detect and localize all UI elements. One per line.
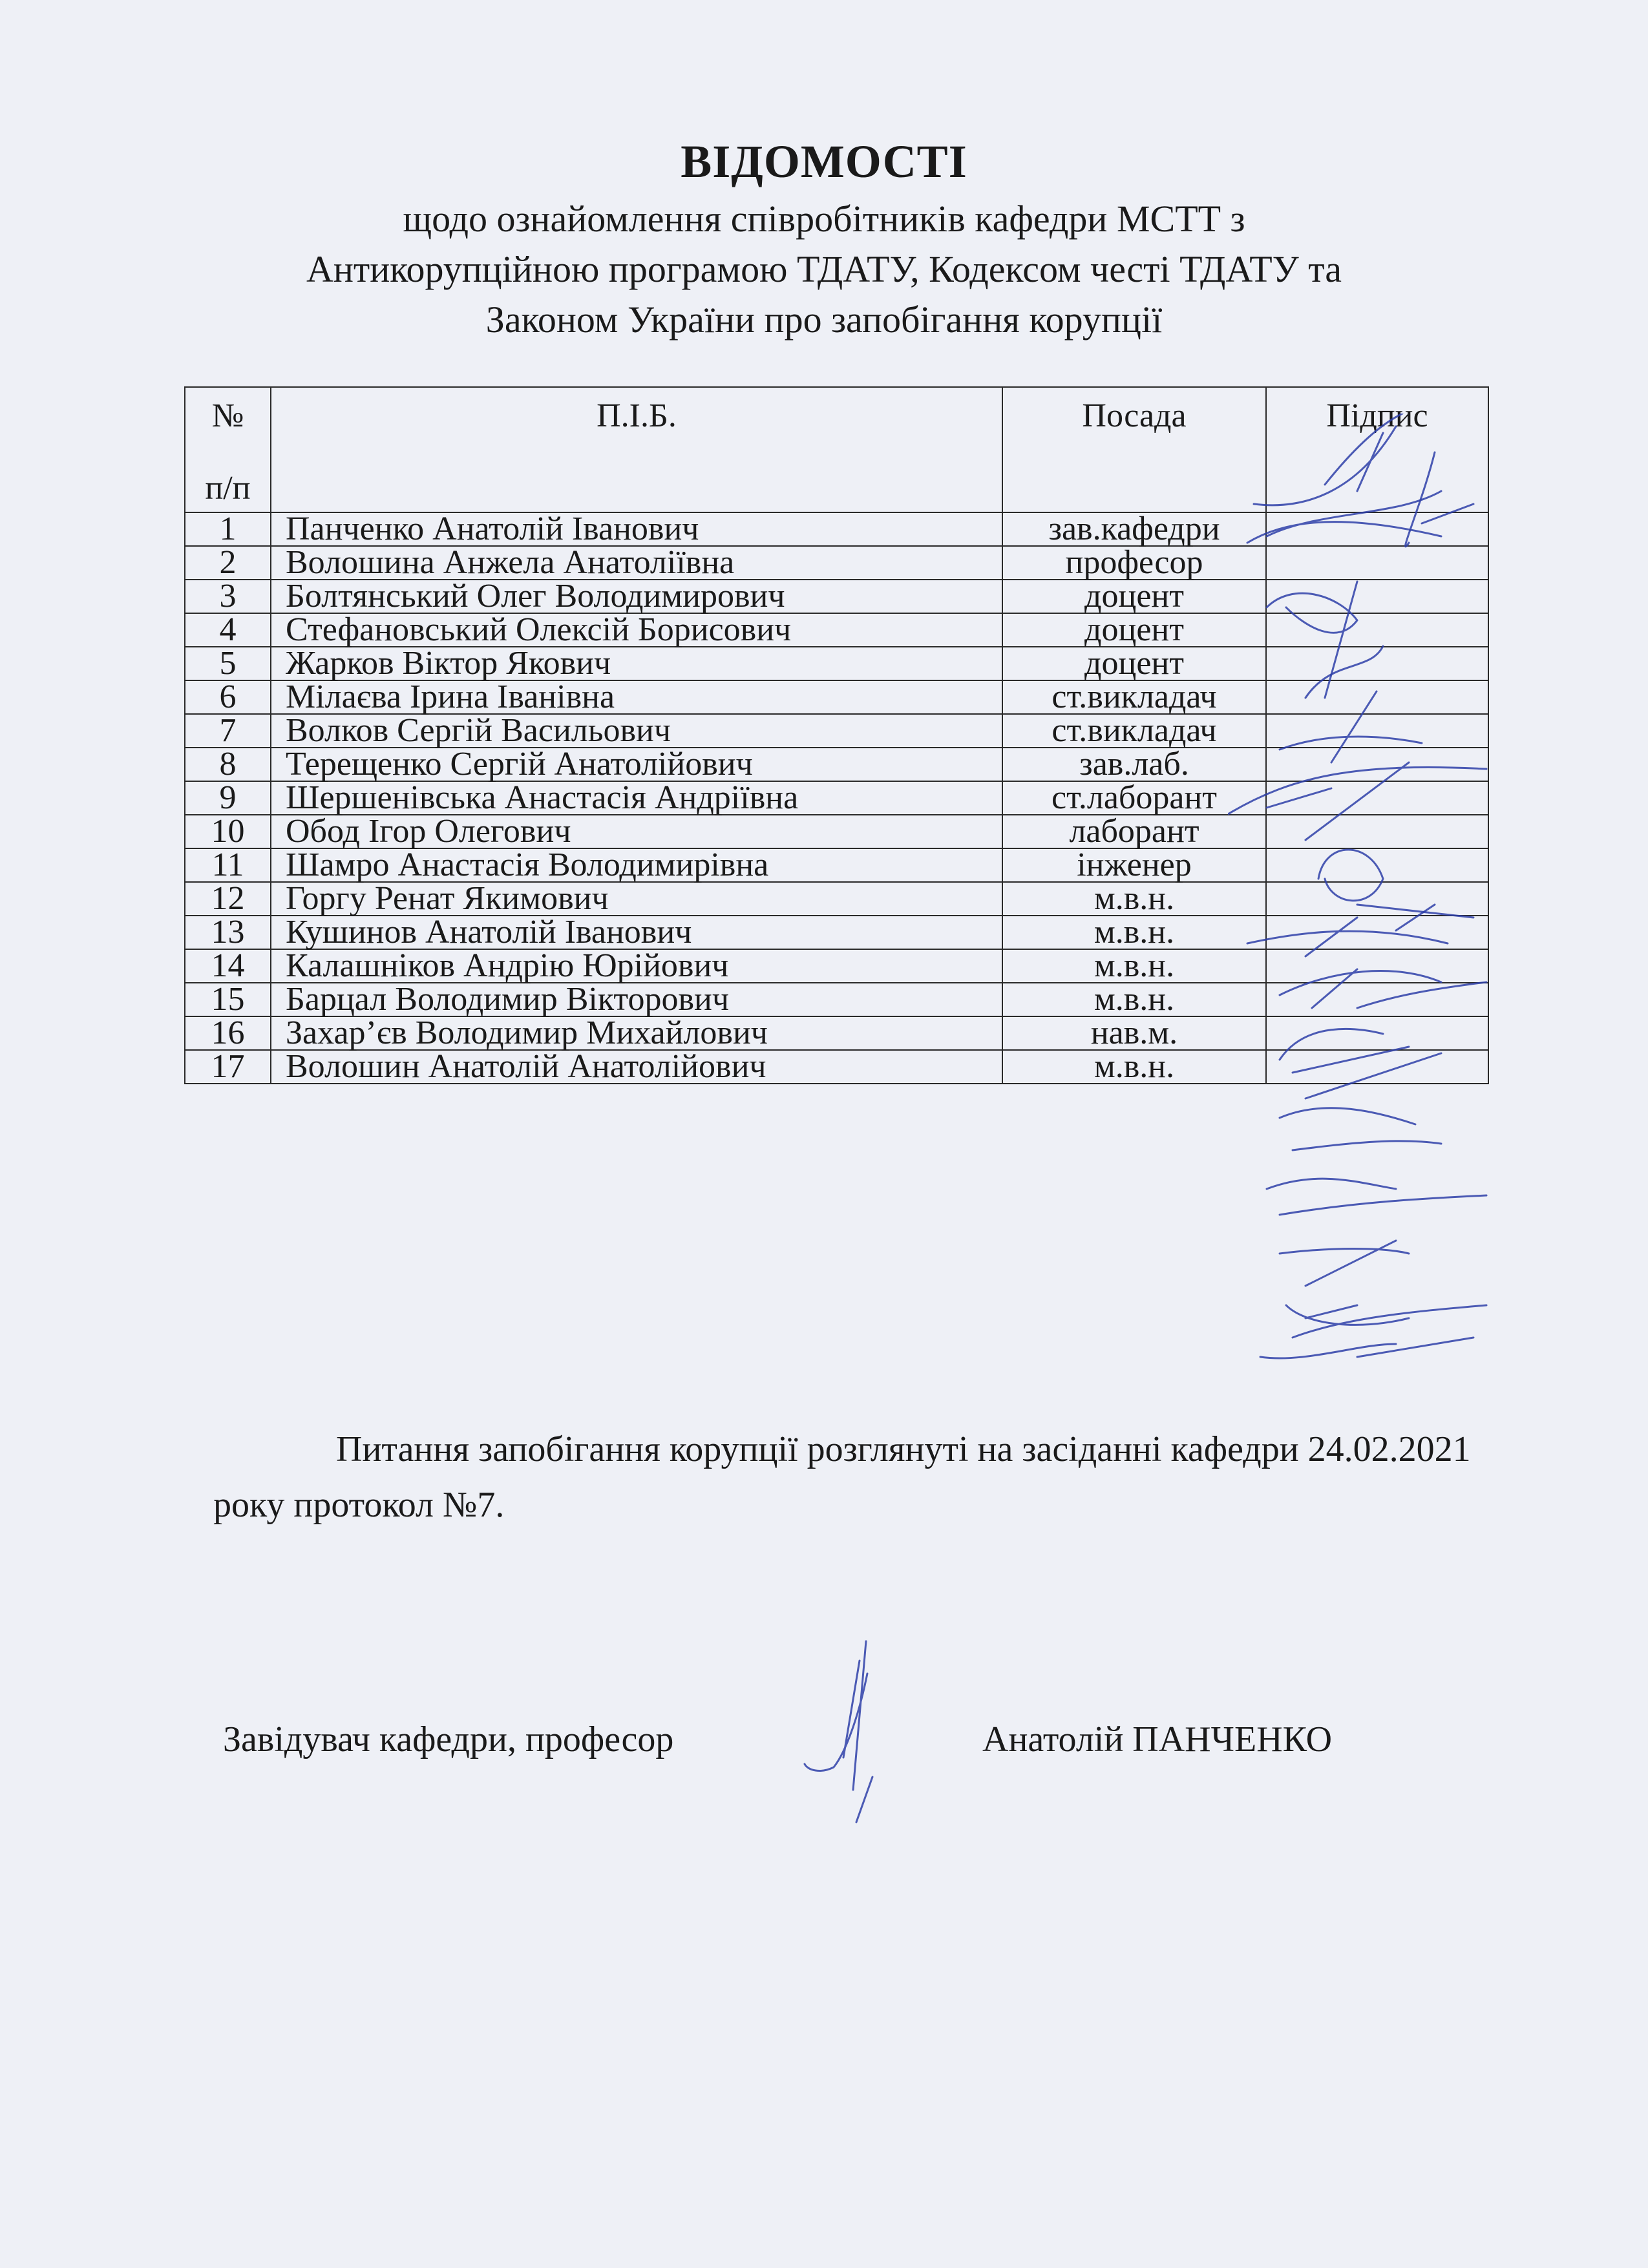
row-number: 8 bbox=[185, 748, 271, 781]
header-position: Посада bbox=[1002, 387, 1266, 512]
row-full-name: Барцал Володимир Вікторович bbox=[271, 983, 1002, 1016]
row-number: 5 bbox=[185, 647, 271, 680]
row-number: 17 bbox=[185, 1050, 271, 1084]
row-full-name: Болтянський Олег Володимирович bbox=[271, 580, 1002, 613]
table-row bbox=[185, 848, 1488, 882]
row-full-name: Жарков Віктор Якович bbox=[271, 647, 1002, 680]
row-signature-cell bbox=[1266, 714, 1488, 748]
row-position: м.в.н. bbox=[1002, 882, 1266, 916]
row-full-name: Волошина Анжела Анатоліївна bbox=[271, 546, 1002, 580]
row-position: м.в.н. bbox=[1002, 983, 1266, 1016]
row-signature-cell bbox=[1266, 512, 1488, 546]
table-row bbox=[185, 1050, 1488, 1084]
row-signature-cell bbox=[1266, 916, 1488, 949]
table-row bbox=[185, 882, 1488, 916]
row-full-name: Стефановський Олексій Борисович bbox=[271, 613, 1002, 647]
row-number: 3 bbox=[185, 580, 271, 613]
header-signature: Підпис bbox=[1266, 387, 1488, 512]
row-signature-cell bbox=[1266, 949, 1488, 983]
row-signature-cell bbox=[1266, 882, 1488, 916]
table-row bbox=[185, 748, 1488, 781]
row-position: професор bbox=[1002, 546, 1266, 580]
table-row bbox=[185, 580, 1488, 613]
row-position: м.в.н. bbox=[1002, 1050, 1266, 1084]
row-full-name: Обод Ігор Олегович bbox=[271, 815, 1002, 848]
row-full-name: Кушинов Анатолій Іванович bbox=[271, 916, 1002, 949]
row-full-name: Волошин Анатолій Анатолійович bbox=[271, 1050, 1002, 1084]
row-position: ст.викладач bbox=[1002, 680, 1266, 714]
signature-mark bbox=[1280, 1241, 1409, 1286]
header-full-name: П.І.Б. bbox=[271, 387, 1002, 512]
row-position: ст.лаборант bbox=[1002, 781, 1266, 815]
table-header-row bbox=[185, 387, 1488, 512]
row-number: 10 bbox=[185, 815, 271, 848]
row-signature-cell bbox=[1266, 815, 1488, 848]
row-number: 13 bbox=[185, 916, 271, 949]
table-row bbox=[185, 613, 1488, 647]
row-signature-cell bbox=[1266, 546, 1488, 580]
meeting-note: Питання запобігання корупції розглянуті на засіданні кафедри 24.02.2021 року протокол №7. bbox=[213, 1429, 1471, 1525]
row-full-name: Терещенко Сергій Анатолійович bbox=[271, 748, 1002, 781]
row-full-name: Калашніков Андрію Юрійович bbox=[271, 949, 1002, 983]
row-position: лаборант bbox=[1002, 815, 1266, 848]
row-number: 15 bbox=[185, 983, 271, 1016]
row-full-name: Захар’єв Володимир Михайлович bbox=[271, 1016, 1002, 1050]
row-full-name: Мілаєва Ірина Іванівна bbox=[271, 680, 1002, 714]
row-position: інженер bbox=[1002, 848, 1266, 882]
subtitle-line: Законом України про запобігання корупції bbox=[485, 299, 1163, 341]
row-signature-cell bbox=[1266, 1016, 1488, 1050]
table-row bbox=[185, 983, 1488, 1016]
table-row bbox=[185, 714, 1488, 748]
row-signature-cell bbox=[1266, 613, 1488, 647]
row-number: 12 bbox=[185, 882, 271, 916]
row-number: 11 bbox=[185, 848, 271, 882]
row-number: 7 bbox=[185, 714, 271, 748]
signature-mark bbox=[1260, 1338, 1474, 1358]
row-number: 1 bbox=[185, 512, 271, 546]
table-row bbox=[185, 647, 1488, 680]
table-row bbox=[185, 546, 1488, 580]
table-row bbox=[185, 1016, 1488, 1050]
row-full-name: Шамро Анастасія Володимирівна bbox=[271, 848, 1002, 882]
document-subtitle bbox=[194, 194, 1454, 345]
row-full-name: Волков Сергій Васильович bbox=[271, 714, 1002, 748]
row-signature-cell bbox=[1266, 848, 1488, 882]
row-full-name: Панченко Анатолій Іванович bbox=[271, 512, 1002, 546]
row-full-name: Горгу Ренат Якимович bbox=[271, 882, 1002, 916]
row-position: доцент bbox=[1002, 613, 1266, 647]
signature-mark bbox=[1286, 1305, 1486, 1338]
document-title: ВІДОМОСТІ bbox=[681, 136, 967, 187]
row-signature-cell bbox=[1266, 1050, 1488, 1084]
row-signature-cell bbox=[1266, 580, 1488, 613]
header-number: № п/п bbox=[185, 387, 271, 512]
signature-mark bbox=[805, 1641, 872, 1822]
table-row bbox=[185, 781, 1488, 815]
row-signature-cell bbox=[1266, 781, 1488, 815]
signatory-title: Завідувач кафедри, професор bbox=[223, 1719, 674, 1759]
row-number: 14 bbox=[185, 949, 271, 983]
row-signature-cell bbox=[1266, 983, 1488, 1016]
row-position: м.в.н. bbox=[1002, 916, 1266, 949]
row-number: 9 bbox=[185, 781, 271, 815]
row-position: зав.кафедри bbox=[1002, 512, 1266, 546]
signatory-name: Анатолій ПАНЧЕНКО bbox=[982, 1719, 1333, 1759]
subtitle-line: щодо ознайомлення співробітників кафедри МСТТ з bbox=[403, 198, 1245, 240]
row-position: доцент bbox=[1002, 580, 1266, 613]
table-row bbox=[185, 680, 1488, 714]
subtitle-line: Антикорупційною програмою ТДАТУ, Кодексом честі ТДАТУ та bbox=[306, 248, 1342, 290]
signature-mark bbox=[1267, 1179, 1486, 1215]
row-position: нав.м. bbox=[1002, 1016, 1266, 1050]
table-row bbox=[185, 815, 1488, 848]
table-row bbox=[185, 916, 1488, 949]
row-number: 16 bbox=[185, 1016, 271, 1050]
table-row bbox=[185, 512, 1488, 546]
row-number: 6 bbox=[185, 680, 271, 714]
staff-acknowledgement-table bbox=[184, 386, 1489, 1084]
row-number: 2 bbox=[185, 546, 271, 580]
row-signature-cell bbox=[1266, 748, 1488, 781]
row-signature-cell bbox=[1266, 680, 1488, 714]
table-row bbox=[185, 949, 1488, 983]
row-position: доцент bbox=[1002, 647, 1266, 680]
row-position: м.в.н. bbox=[1002, 949, 1266, 983]
signature-mark bbox=[1280, 1108, 1441, 1150]
head-signature bbox=[795, 1635, 924, 1829]
row-number: 4 bbox=[185, 613, 271, 647]
row-full-name: Шершенівська Анастасія Андріївна bbox=[271, 781, 1002, 815]
row-position: ст.викладач bbox=[1002, 714, 1266, 748]
row-position: зав.лаб. bbox=[1002, 748, 1266, 781]
row-signature-cell bbox=[1266, 647, 1488, 680]
